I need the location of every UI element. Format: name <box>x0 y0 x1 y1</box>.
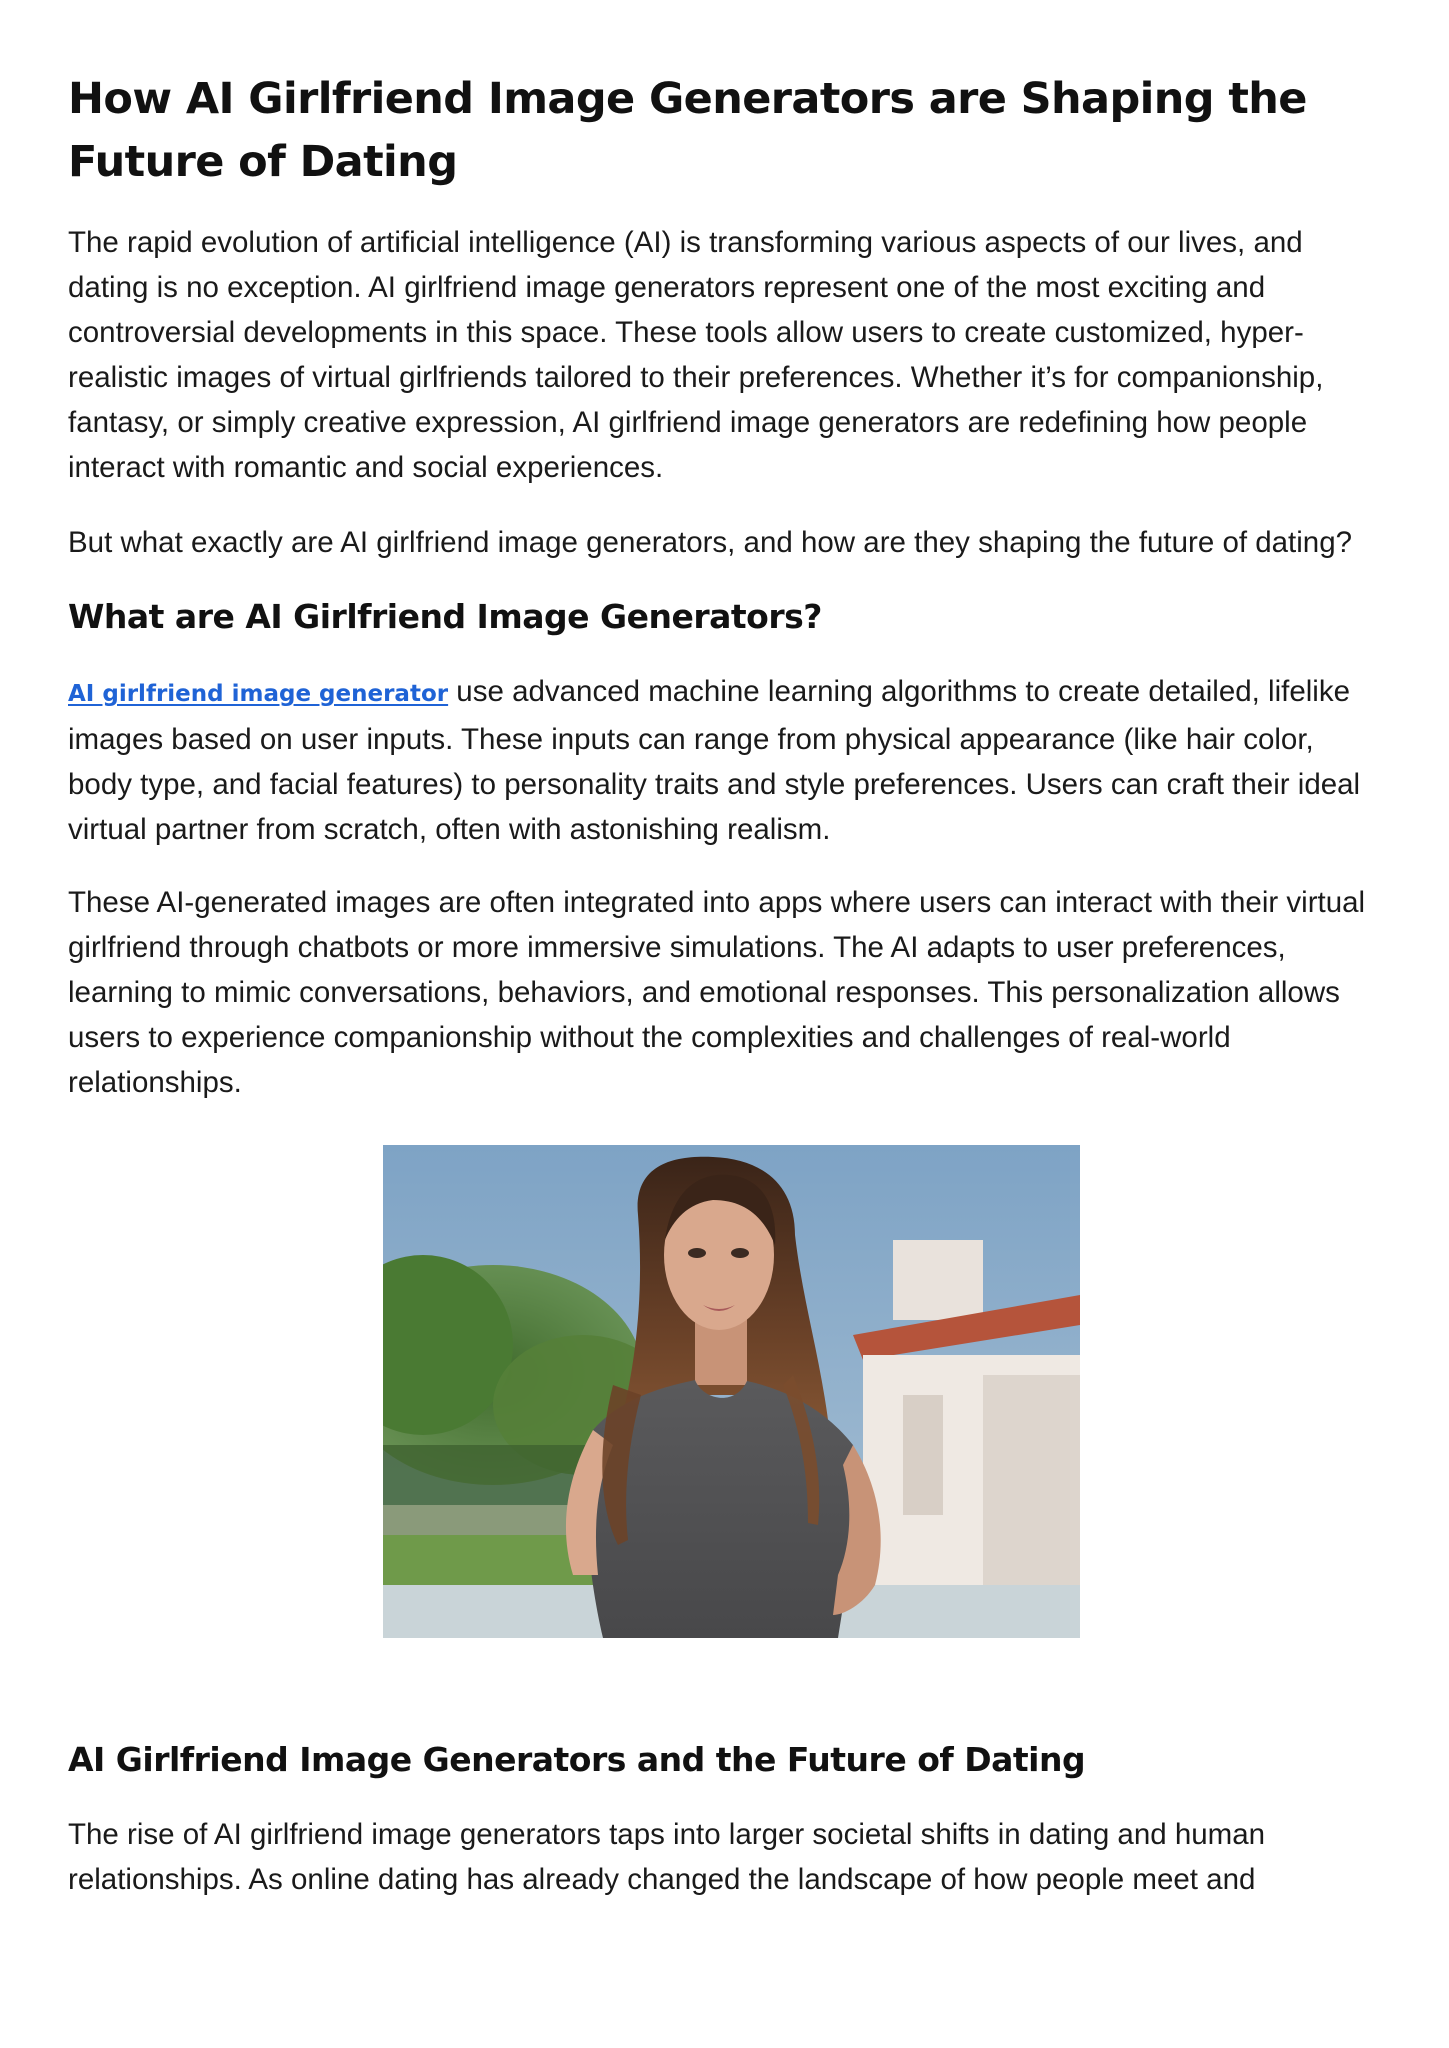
section-heading-what-are: What are AI Girlfriend Image Generators? <box>68 597 822 636</box>
question-paragraph: But what exactly are AI girlfriend image generators, and how are they shaping the future of dating? <box>68 526 1353 559</box>
definition-paragraph-text: use advanced machine learning algorithms to create detailed, lifelike images based on user inputs. These inputs can range from physical appearance (like hair color, body type, and facial features) to personality traits and style preferences. Users can craft their ideal virtual partner from scratch, often with astonishing realism. <box>68 675 1361 846</box>
integration-paragraph: These AI-generated images are often integrated into apps where users can interact with their virtual girlfriend through chatbots or more immersive simulations. The AI adapts to user preferences, learning to mimic conversations, behaviors, and emotional responses. This personalization allows users to experience companionship without the complexities and challenges of real-world relationships. <box>68 886 1366 1099</box>
generator-link[interactable]: AI girlfriend image generator <box>68 681 449 707</box>
definition-paragraph <box>68 669 1383 852</box>
portrait-illustration <box>383 1145 1080 1638</box>
article <box>68 68 1383 1902</box>
section-heading-future: AI Girlfriend Image Generators and the Future of Dating <box>68 1740 1086 1779</box>
article-title: How AI Girlfriend Image Generators are Shaping the Future of Dating <box>68 74 1307 187</box>
generated-portrait-image <box>383 1145 1080 1638</box>
intro-paragraph: The rapid evolution of artificial intelligence (AI) is transforming various aspects of our lives, and dating is no exception. AI girlfriend image generators represent one of the most exciting and controversial developments in this space. These tools allow users to create customized, hyper-realistic images of virtual girlfriends tailored to their preferences. Whether it’s for companionship, fantasy, or simply creative expression, AI girlfriend image generators are redefining how people interact with romantic and social experiences. <box>68 226 1324 484</box>
future-paragraph: The rise of AI girlfriend image generators taps into larger societal shifts in dating and human relationships. As online dating has already changed the landscape of how people meet and <box>68 1818 1266 1896</box>
